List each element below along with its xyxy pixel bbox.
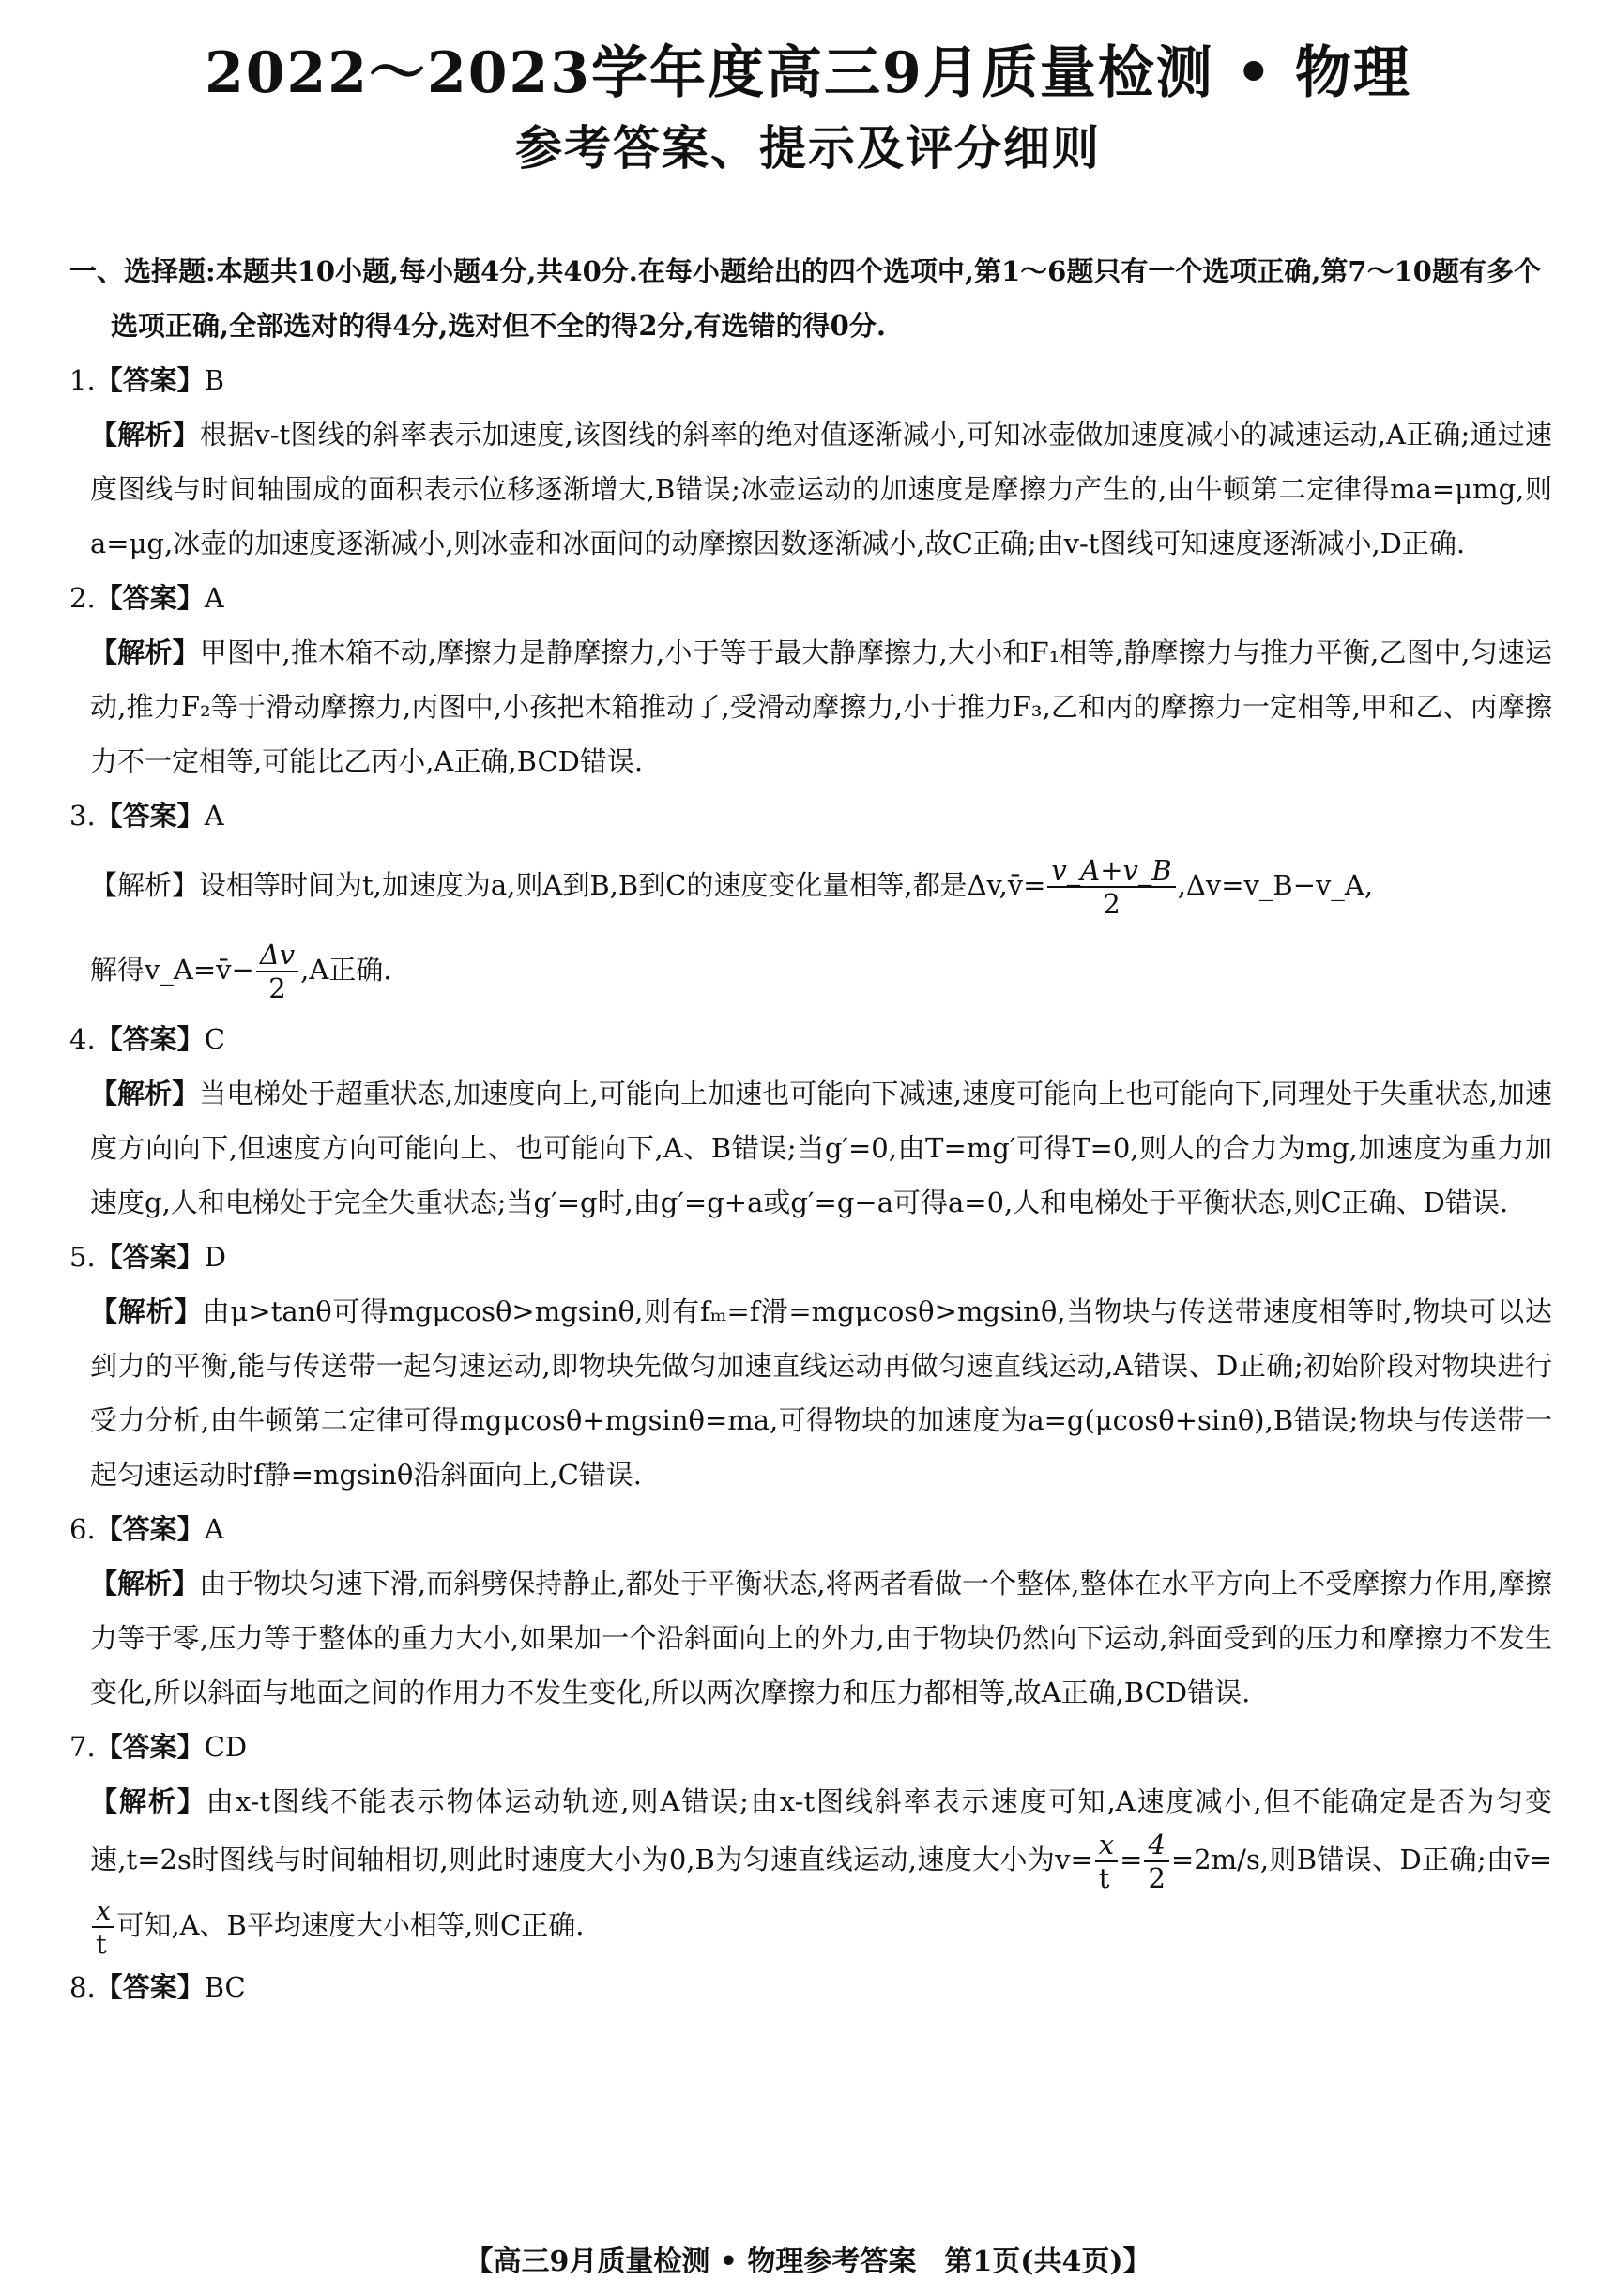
answer-tag: 【答案】 bbox=[95, 1241, 205, 1273]
explain-tag: 【解析】 bbox=[90, 1568, 200, 1600]
fraction-denominator: 2 bbox=[1148, 1862, 1166, 1894]
answer-value: D bbox=[204, 1241, 226, 1273]
question-2-explanation bbox=[90, 625, 1552, 788]
explanation-text: 甲图中,推木箱不动,摩擦力是静摩擦力,小于等于最大静摩擦力,大小和F₁相等,静摩擦力与推力平衡,乙图中,匀速运动,推力F₂等于滑动摩擦力,丙图中,小孩把木箱推动了,受滑动摩擦力,小于推力F₃,乙和丙的摩擦力一定相等,甲和乙、丙摩擦力不一定相等,可能比乙丙小,A正确,BCD错误. bbox=[90, 636, 1552, 777]
explanation-text: 由x-t图线不能表示物体运动轨迹,则A错误;由x-t图线斜率表示速度可知,A速度减小,但不能确定是否为匀变速,t=2s时图线与时间轴相切,则此时速度大小为0,B为匀速直线运动,速度大小为v= bbox=[90, 1785, 1552, 1875]
question-6-answer bbox=[69, 1502, 1552, 1556]
question-number: 1. bbox=[69, 364, 96, 396]
question-number: 6. bbox=[69, 1513, 96, 1545]
answer-value: B bbox=[204, 364, 224, 396]
fraction-numerator: x bbox=[92, 1894, 114, 1928]
explain-tag: 【解析】 bbox=[90, 419, 200, 451]
answer-tag: 【答案】 bbox=[95, 1731, 205, 1763]
explanation-text: 由μ>tanθ可得mgμcosθ>mgsinθ,则有fₘ=f滑=mgμcosθ>mgsinθ,当物块与传送带速度相等时,物块可以达到力的平衡,能与传送带一起匀速运动,即物块先做匀加速直线运动再做匀速直线运动,A错误、D正确;初始阶段对物块进行受力分析,由牛顿第二定律可得mgμcosθ+mgsinθ=ma,可得物块的加速度为a=g(μcosθ+sinθ),B错误;物块与传送带一起匀速运动时f静=mgsinθ沿斜面向上,C错误. bbox=[90, 1295, 1552, 1491]
explanation-text: 设相等时间为t,加速度为a,则A到B,B到C的速度变化量相等,都是Δv,v̄= bbox=[199, 869, 1046, 901]
fraction-delta-v bbox=[256, 939, 298, 1004]
fraction-four-over-two bbox=[1144, 1829, 1168, 1894]
question-number: 5. bbox=[69, 1241, 96, 1273]
question-4-explanation bbox=[90, 1066, 1552, 1230]
explanation-text: 由于物块匀速下滑,而斜劈保持静止,都处于平衡状态,将两者看做一个整体,整体在水平方向上不受摩擦力作用,摩擦力等于零,压力等于整体的重力大小,如果加一个沿斜面向上的外力,由于物块仍然向下运动,斜面受到的压力和摩擦力不发生变化,所以斜面与地面之间的作用力不发生变化,所以两次摩擦力和压力都相等,故A正确,BCD错误. bbox=[90, 1568, 1552, 1708]
answer-tag: 【答案】 bbox=[95, 582, 205, 614]
explain-tag: 【解析】 bbox=[90, 636, 200, 668]
answer-value: A bbox=[204, 582, 224, 614]
fraction-numerator: Δv bbox=[256, 939, 298, 972]
question-7-explanation bbox=[90, 1774, 1552, 1960]
answer-tag: 【答案】 bbox=[95, 800, 205, 832]
fraction-denominator: 2 bbox=[268, 972, 286, 1004]
fraction-numerator: v_A+v_B bbox=[1047, 854, 1175, 888]
section-heading: 一、选择题:本题共10小题,每小题4分,共40分.在每小题给出的四个选项中,第1～6题只有一个选项正确,第7～10题有多个选项正确,全部选对的得4分,选对但不全的得2分,有选错的得0分. bbox=[69, 255, 1541, 342]
answer-tag: 【答案】 bbox=[95, 364, 205, 396]
fraction-denominator: 2 bbox=[1103, 888, 1121, 920]
answer-value: BC bbox=[204, 1971, 246, 2003]
answer-value: A bbox=[204, 800, 224, 832]
question-2-answer bbox=[69, 571, 1552, 625]
question-number: 7. bbox=[69, 1731, 96, 1763]
fraction-x-over-t bbox=[92, 1894, 114, 1960]
question-number: 3. bbox=[69, 800, 96, 832]
explanation-text: 根据v-t图线的斜率表示加速度,该图线的斜率的绝对值逐渐减小,可知冰壶做加速度减小的减速运动,A正确;通过速度图线与时间轴围成的面积表示位移逐渐增大,B错误;冰壶运动的加速度是摩擦力产生的,由牛顿第二定律得ma=μmg,则a=μg,冰壶的加速度逐渐减小,则冰壶和冰面间的动摩擦因数逐渐减小,故C正确;由v-t图线可知速度逐渐减小,D正确. bbox=[90, 419, 1552, 559]
explain-tag: 【解析】 bbox=[90, 869, 200, 901]
answer-value: C bbox=[204, 1023, 225, 1055]
question-7-answer bbox=[69, 1720, 1552, 1774]
page-title: 2022～2023学年度高三9月质量检测 • 物理 bbox=[205, 40, 1411, 106]
explanation-text: ,A正确. bbox=[300, 954, 392, 986]
page-footer: 【高三9月质量检测 • 物理参考答案 第1页(共4页)】 bbox=[465, 2245, 1151, 2278]
answer-value: CD bbox=[204, 1731, 248, 1763]
page-subtitle: 参考答案、提示及评分细则 bbox=[515, 120, 1101, 176]
explanation-text: 当电梯处于超重状态,加速度向上,可能向上加速也可能向下减速,速度可能向上也可能向下,同理处于失重状态,加速度方向向下,但速度方向可能向上、也可能向下,A、B错误;当g′=0,由T=mg′可得T=0,则人的合力为mg,加速度为重力加速度g,人和电梯处于完全失重状态;当g′=g时,由g′=g+a或g′=g−a可得a=0,人和电梯处于平衡状态,则C正确、D错误. bbox=[90, 1078, 1552, 1218]
main-content bbox=[69, 244, 1552, 2014]
question-4-answer bbox=[69, 1012, 1552, 1066]
answer-tag: 【答案】 bbox=[95, 1023, 205, 1055]
question-3-answer bbox=[69, 788, 1552, 843]
explain-tag: 【解析】 bbox=[90, 1785, 206, 1817]
question-3-explanation bbox=[90, 843, 1552, 1012]
explanation-text: 解得v_A=v̄− bbox=[90, 954, 254, 986]
explanation-text: =2m/s,则B错误、D正确;由v̄= bbox=[1170, 1844, 1552, 1875]
answer-tag: 【答案】 bbox=[95, 1513, 205, 1545]
explain-tag: 【解析】 bbox=[90, 1295, 203, 1327]
question-5-explanation bbox=[90, 1284, 1552, 1502]
question-number: 8. bbox=[69, 1971, 96, 2003]
answer-tag: 【答案】 bbox=[95, 1971, 205, 2003]
question-number: 4. bbox=[69, 1023, 96, 1055]
fraction-denominator: t bbox=[96, 1928, 107, 1960]
fraction-numerator: x bbox=[1095, 1829, 1118, 1862]
fraction-mean-velocity bbox=[1047, 854, 1175, 920]
question-8-answer bbox=[69, 1960, 1552, 2014]
question-1-explanation bbox=[90, 407, 1552, 571]
question-5-answer bbox=[69, 1230, 1552, 1284]
fraction-x-over-t bbox=[1095, 1829, 1118, 1894]
explanation-text: ,Δv=v_B−v_A, bbox=[1177, 869, 1374, 901]
fraction-numerator: 4 bbox=[1144, 1829, 1168, 1862]
answer-value: A bbox=[204, 1513, 224, 1545]
question-1-answer bbox=[69, 353, 1552, 407]
fraction-denominator: t bbox=[1098, 1862, 1110, 1894]
question-6-explanation bbox=[90, 1556, 1552, 1720]
equals-sign: = bbox=[1120, 1844, 1143, 1875]
explanation-text: 可知,A、B平均速度大小相等,则C正确. bbox=[116, 1909, 585, 1941]
explain-tag: 【解析】 bbox=[90, 1078, 200, 1110]
question-number: 2. bbox=[69, 582, 96, 614]
